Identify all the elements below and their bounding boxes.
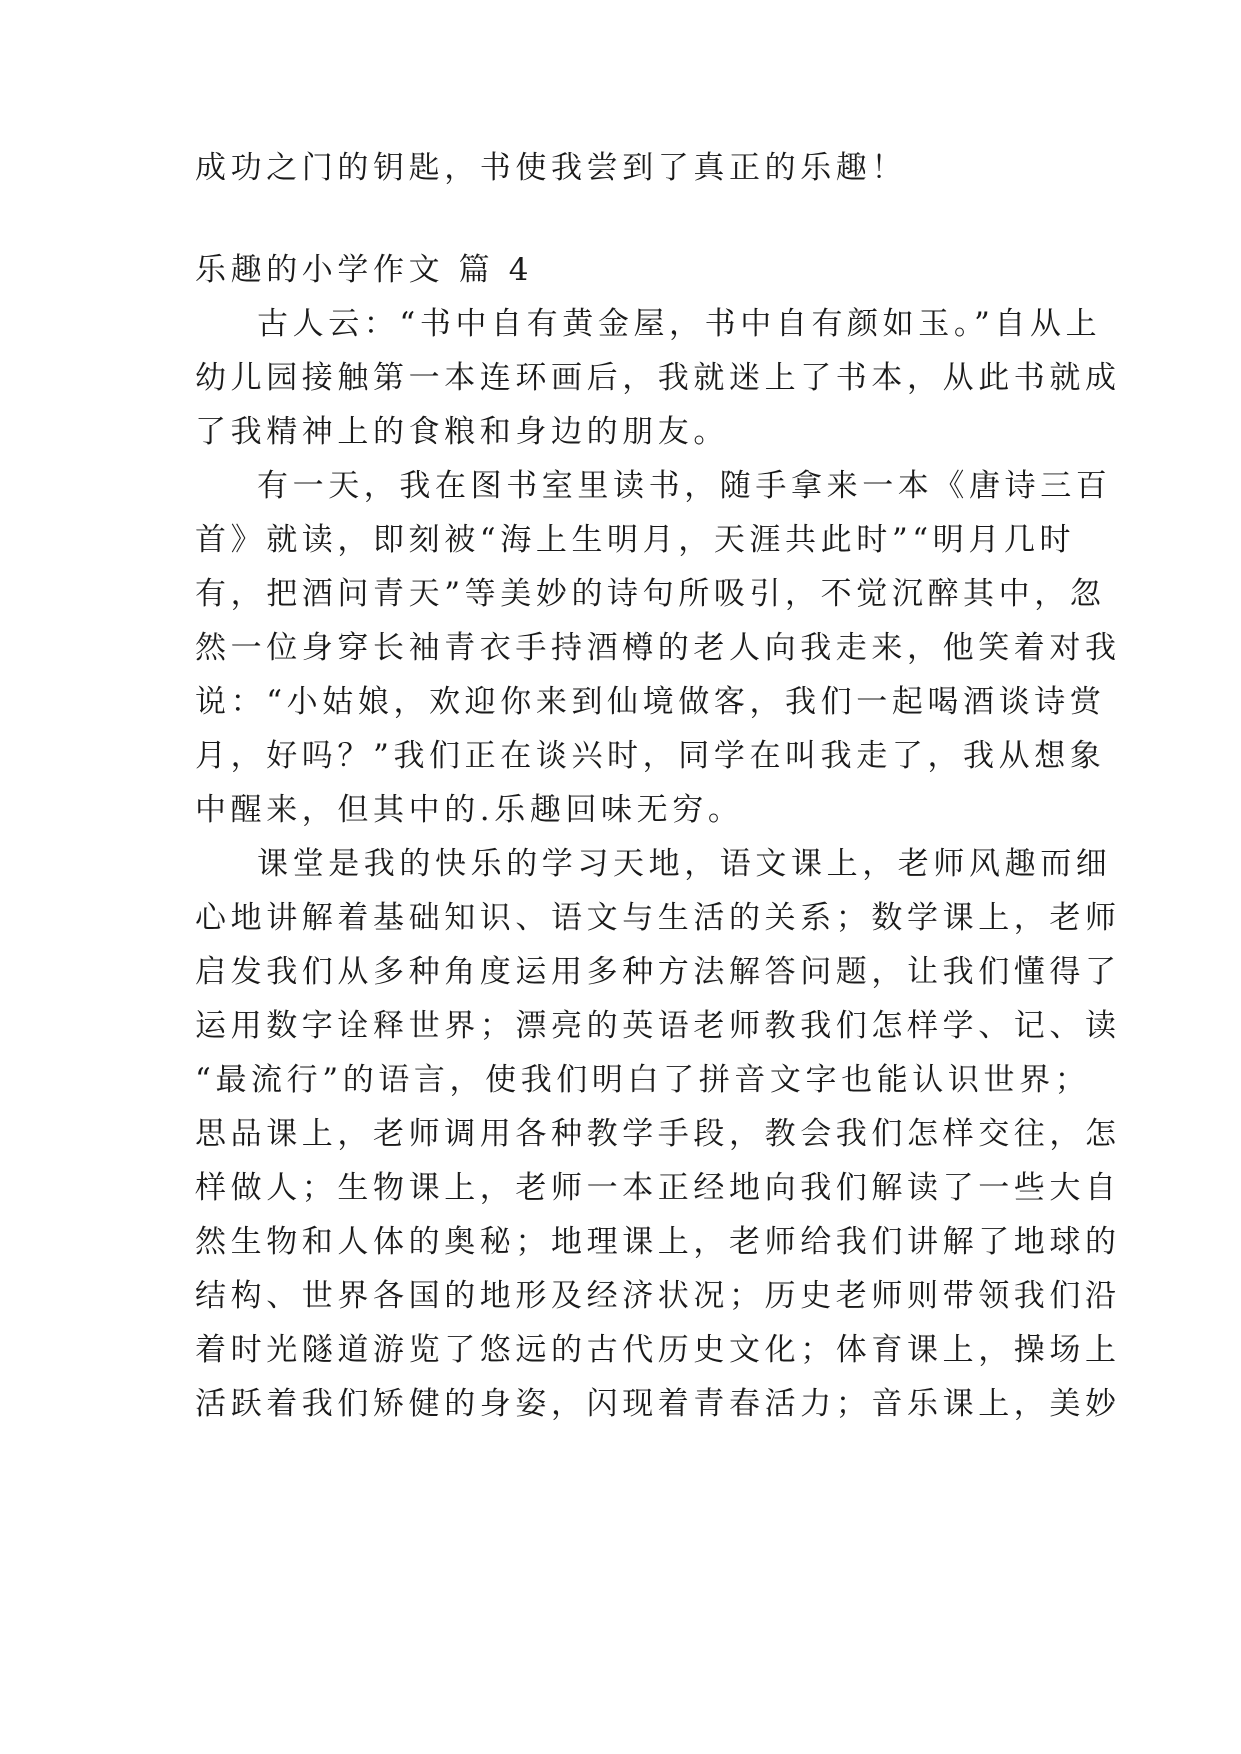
paragraph-line: 运用数字诠释世界；漂亮的英语老师教我们怎样学、记、读: [195, 1008, 1121, 1044]
paragraph-line: 说：“小姑娘，欢迎你来到仙境做客，我们一起喝酒谈诗赏: [195, 684, 1106, 720]
paragraph-line: 有，把酒问青天”等美妙的诗句所吸引，不觉沉醉其中，忽: [195, 576, 1106, 612]
paragraph-line: 月，好吗？”我们正在谈兴时，同学在叫我走了，我从想象: [195, 738, 1106, 774]
paragraph-line: 启发我们从多种角度运用多种方法解答问题，让我们懂得了: [195, 954, 1121, 990]
paragraph-line: 活跃着我们矫健的身姿，闪现着青春活力；音乐课上，美妙: [195, 1386, 1121, 1422]
paragraph-line: 古人云：“书中自有黄金屋，书中自有颜如玉。”自从上: [257, 306, 1102, 342]
paragraph-line: 首》就读，即刻被“海上生明月，天涯共此时”“明月几时: [195, 522, 1076, 558]
paragraph-line: 中醒来，但其中的.乐趣回味无穷。: [195, 792, 744, 828]
paragraph-line: 幼儿园接触第一本连环画后，我就迷上了书本，从此书就成: [195, 360, 1121, 396]
paragraph-line: 了我精神上的食粮和身边的朋友。: [195, 414, 729, 450]
paragraph-line: 样做人；生物课上，老师一本正经地向我们解读了一些大自: [195, 1170, 1121, 1206]
paragraph-line: 然一位身穿长袖青衣手持酒樽的老人向我走来，他笑着对我: [195, 630, 1121, 666]
paragraph-line: 有一天，我在图书室里读书，随手拿来一本《唐诗三百: [257, 468, 1112, 504]
paragraph-line: 心地讲解着基础知识、语文与生活的关系；数学课上，老师: [195, 900, 1121, 936]
paragraph-line: “最流行”的语言，使我们明白了拼音文字也能认识世界；: [195, 1062, 1091, 1098]
paragraph-line: 着时光隧道游览了悠远的古代历史文化；体育课上，操场上: [195, 1332, 1121, 1368]
paragraph-line: 思品课上，老师调用各种教学手段，教会我们怎样交往，怎: [195, 1116, 1121, 1152]
carryover-line: 成功之门的钥匙，书使我尝到了真正的乐趣！: [195, 150, 907, 186]
paragraph-line: 结构、世界各国的地形及经济状况；历史老师则带领我们沿: [195, 1278, 1121, 1314]
section-title: 乐趣的小学作文 篇 4: [195, 252, 534, 288]
paragraph-line: 然生物和人体的奥秘；地理课上，老师给我们讲解了地球的: [195, 1224, 1121, 1260]
paragraph-line: 课堂是我的快乐的学习天地，语文课上，老师风趣而细: [257, 846, 1112, 882]
